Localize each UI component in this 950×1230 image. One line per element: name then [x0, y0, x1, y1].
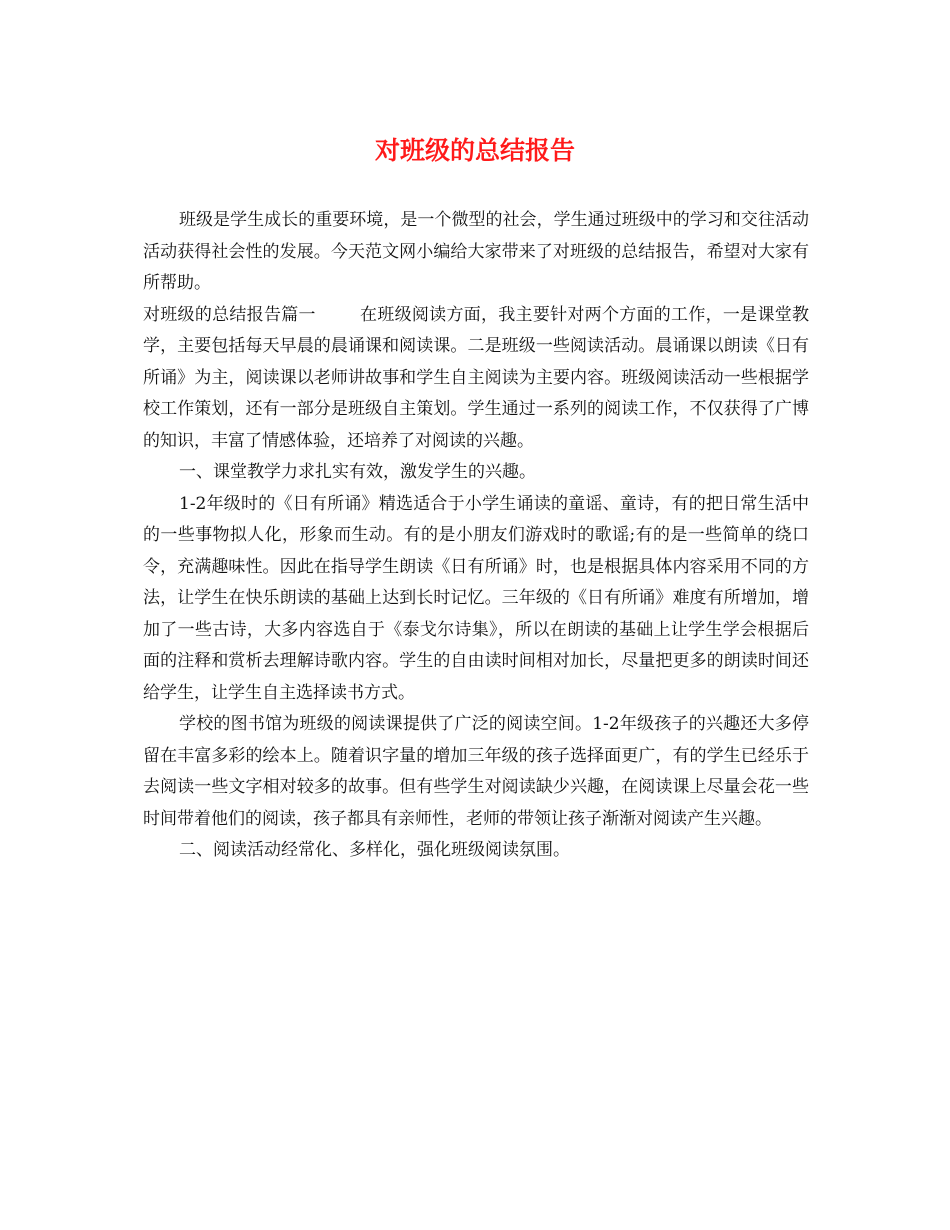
point1-heading: 一、课堂教学力求扎实有效，激发学生的兴趣。: [179, 462, 536, 482]
point1-paragraph-2: 学校的图书馆为班级的阅读课提供了广泛的阅读空间。1-2年级孩子的兴趣还大多停留在丰富多彩的绘本上。随着识字量的增加三年级的孩子选择面更广，有的学生已经乐于去阅读一些文字相对较多的故事。但有些学生对阅读缺少兴趣，在阅读课上尽量会花一些时间带着他们的阅读，孩子都具有亲师性，老师的带领让孩子渐渐对阅读产生兴趣。: [143, 714, 809, 829]
point1-paragraph-1: 1-2年级时的《日有所诵》精选适合于小学生诵读的童谣、童诗，有的把日常生活中的一些事物拟人化，形象而生动。有的是小朋友们游戏时的歌谣;有的是一些简单的绕口令，充满趣味性。因此在指导学生朗读《日有所诵》时，也是根据具体内容采用不同的方法，让学生在快乐朗读的基础上达到长时记忆。三年级的《日有所诵》难度有所增加，增加了一些古诗，大多内容选自于《泰戈尔诗集》，所以在朗读的基础上让学生学会根据后面的注释和赏析去理解诗歌内容。学生的自由读时间相对加长，尽量把更多的朗读时间还给学生，让学生自主选择读书方式。: [143, 493, 809, 703]
document-body: [143, 205, 809, 867]
section1-body: 在班级阅读方面，我主要针对两个方面的工作，一是课堂教学，主要包括每天早晨的晨诵课和阅读课。二是班级一些阅读活动。晨诵课以朗读《日有所诵》为主，阅读课以老师讲故事和学生自主阅读为主要内容。班级阅读活动一些根据学校工作策划，还有一部分是班级自主策划。学生通过一系列的阅读工作，不仅获得了广博的知识，丰富了情感体验，还培养了对阅读的兴趣。: [143, 304, 810, 451]
intro-paragraph: 班级是学生成长的重要环境，是一个微型的社会，学生通过班级中的学习和交往活动活动获得社会性的发展。今天范文网小编给大家带来了对班级的总结报告，希望对大家有所帮助。: [143, 210, 809, 293]
section1-paragraph: [143, 300, 809, 458]
section1-heading: 对班级的总结报告篇一: [143, 304, 316, 325]
document-title: 对班级的总结报告: [374, 136, 575, 165]
point2-heading: 二、阅读活动经常化、多样化，强化班级阅读氛围。: [179, 840, 570, 860]
